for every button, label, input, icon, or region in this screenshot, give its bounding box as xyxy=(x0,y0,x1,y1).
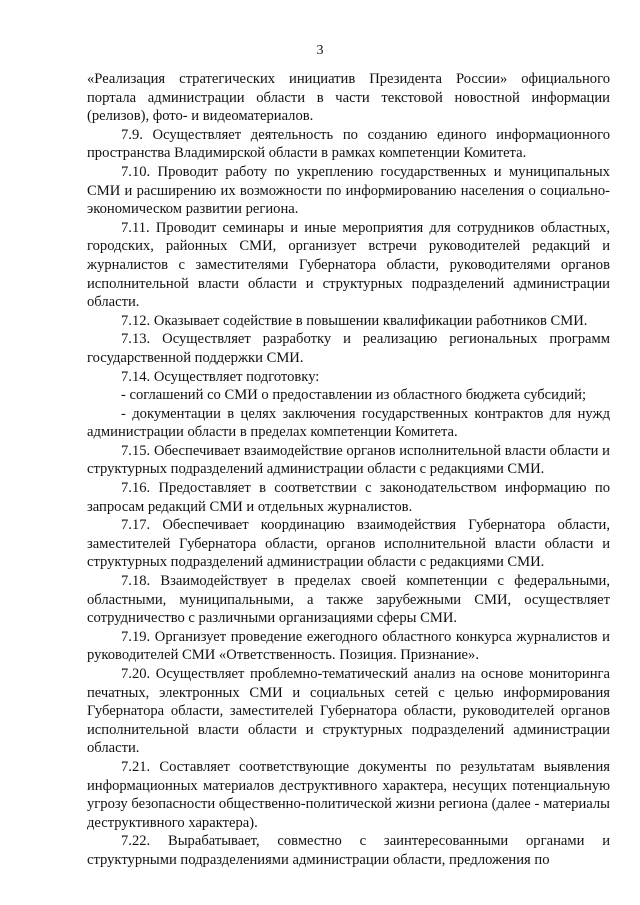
page-number: 3 xyxy=(316,43,324,58)
paragraph-7-17 xyxy=(87,516,610,572)
paragraph-7-21 xyxy=(87,758,610,832)
paragraph-7-9 xyxy=(87,126,610,163)
paragraph-7-15 xyxy=(87,442,610,479)
paragraph-7-14 xyxy=(87,368,610,387)
paragraph-text: Обеспечивает взаимодействие органов исполнительной власти области и структурных подразделений администрации области с редакциями СМИ. xyxy=(87,442,610,478)
document-body xyxy=(87,70,610,870)
paragraph-number: 7.12. xyxy=(121,312,151,329)
paragraph-text: Вырабатывает, совместно с заинтересованными органами и структурными подразделениями администрации области, предложения по xyxy=(87,833,611,868)
paragraph-7-22 xyxy=(87,832,610,869)
paragraph-number: 7.10. xyxy=(121,163,151,180)
paragraph-number: 7.17. xyxy=(121,517,151,534)
paragraph-text: Оказывает содействие в повышении квалификации работников СМИ. xyxy=(153,312,588,329)
paragraph-continuation: «Реализация стратегических инициатив Президента России» официального портала администрации области в части текстовой новостной информации (релизов), фото- и видеоматериалов. xyxy=(87,71,610,125)
paragraph-text: Осуществляет проблемно-тематический анализ на основе мониторинга печатных, электронных СМИ и социальных сетей с целью информирования Губернатора области, заместителей Губернатора области, руководителей органов исполнительной власти области и структурных подразделений администрации области. xyxy=(87,666,610,757)
paragraph-text: Осуществляет деятельность по созданию единого информационного пространства Владимирской области в рамках компетенции Комитета. xyxy=(87,126,610,162)
paragraph-7-12 xyxy=(87,312,610,331)
paragraph-7-20 xyxy=(87,665,610,758)
paragraph-text: Осуществляет разработку и реализацию региональных программ государственной поддержки СМИ. xyxy=(87,331,610,366)
paragraph-number: 7.16. xyxy=(121,480,151,497)
paragraph-number: 7.21. xyxy=(121,758,151,775)
paragraph-text: Обеспечивает координацию взаимодействия Губернатора области, заместителей Губернатора области, органов исполнительной власти области и структурных подразделений администрации области с редакциями СМИ. xyxy=(87,517,610,571)
paragraph-7-16 xyxy=(87,479,610,516)
paragraph-number: 7.15. xyxy=(121,442,151,459)
paragraph-7-18 xyxy=(87,572,610,628)
paragraph-number: 7.19. xyxy=(121,628,151,645)
paragraph-number: 7.22. xyxy=(121,833,151,850)
list-item-documentation: - документации в целях заключения государственных контрактов для нужд администрации области в пределах компетенции Комитета. xyxy=(87,405,610,441)
paragraph-number: 7.11. xyxy=(121,219,150,236)
paragraph-text: Взаимодействует в пределах своей компетенции с федеральными, областными, муниципальными, а также зарубежными СМИ, осуществляет сотрудничество с различными организациями сферы СМИ. xyxy=(87,573,610,627)
paragraph-7-11 xyxy=(87,219,610,312)
list-item-agreements: - соглашений со СМИ о предоставлении из областного бюджета субсидий; xyxy=(121,387,587,404)
paragraph-7-10 xyxy=(87,163,610,219)
paragraph-number: 7.14. xyxy=(121,368,151,385)
paragraph-text: Организует проведение ежегодного областного конкурса журналистов и руководителей СМИ «Ответственность. Позиция. Признание». xyxy=(87,628,610,664)
paragraph-text: Проводит работу по укреплению государственных и муниципальных СМИ и расширению их возможности по информированию населения о социально-экономическом развитии региона. xyxy=(87,163,610,218)
paragraph-number: 7.18. xyxy=(121,573,151,590)
paragraph-text: Осуществляет подготовку: xyxy=(153,368,320,385)
paragraph-number: 7.13. xyxy=(121,331,151,348)
paragraph-number: 7.9. xyxy=(121,126,143,143)
paragraph-text: Предоставляет в соответствии с законодательством информацию по запросам редакций СМИ и отдельных журналистов. xyxy=(87,480,611,515)
paragraph-text: Составляет соответствующие документы по результатам выявления информационных материалов деструктивного характера, несущих потенциальную угрозу безопасности общественно-политической жизни региона (далее - материалы деструктивного характера). xyxy=(87,758,610,831)
paragraph-text: Проводит семинары и иные мероприятия для сотрудников областных, городских, районных СМИ, организует встречи руководителей редакций и журналистов с заместителями Губернатора области, руководителями органов исполнительной власти области и структурных подразделений администрации области. xyxy=(87,219,610,311)
paragraph-number: 7.20. xyxy=(121,666,151,682)
paragraph-7-19 xyxy=(87,628,610,665)
paragraph-7-13 xyxy=(87,330,610,367)
